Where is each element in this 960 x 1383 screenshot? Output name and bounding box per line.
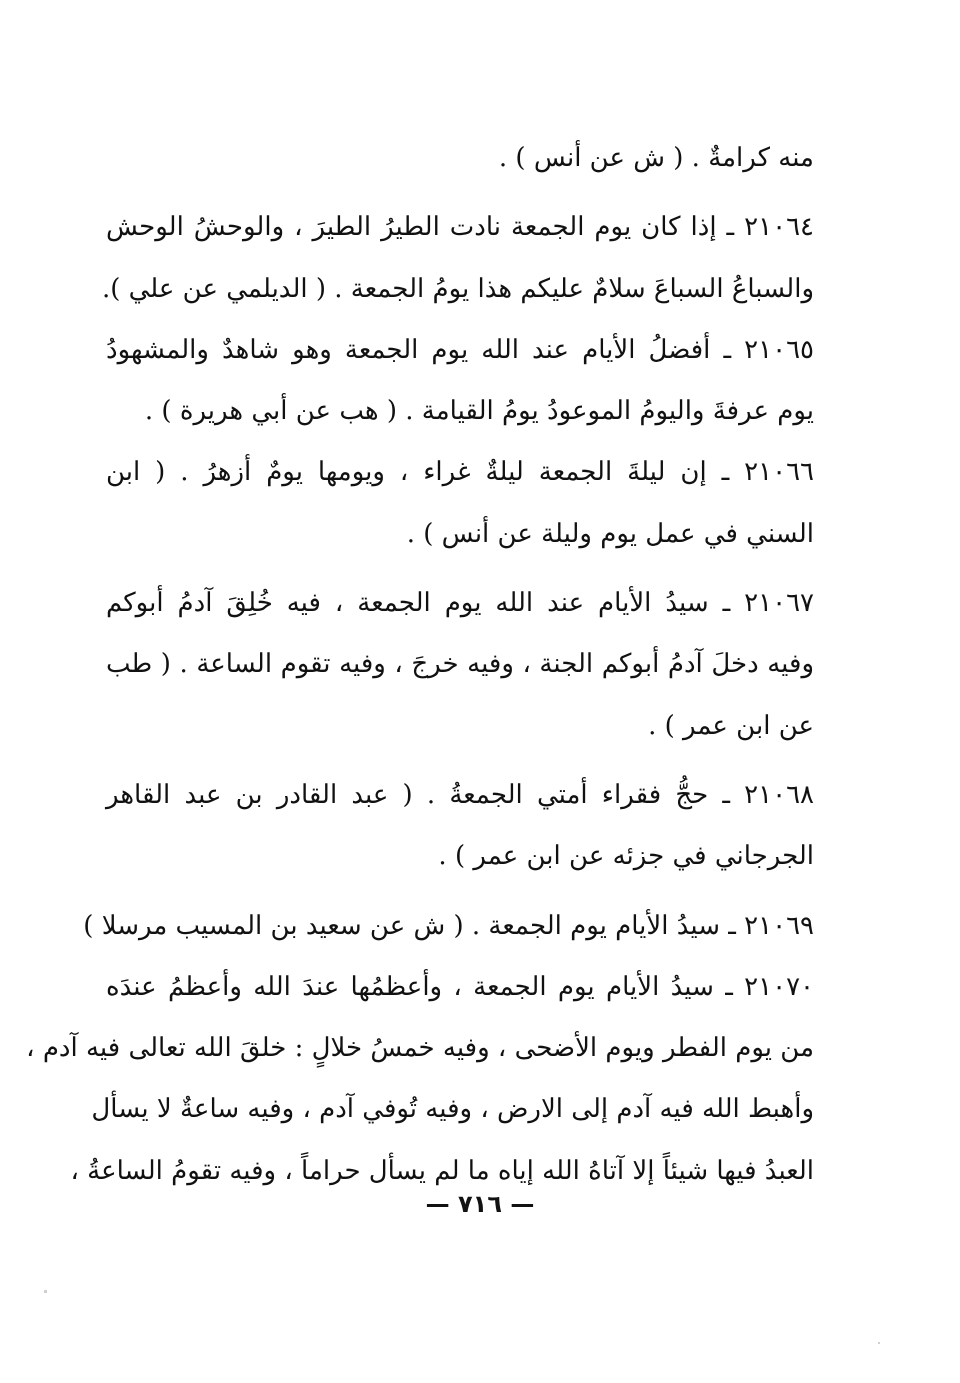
text-line: ٢١٠٦٧ ـ سيدُ الأيام عند الله يوم الجمعة ، فيه خُلِقَ آدمُ أبوكم (106, 588, 814, 619)
text-line: العبدُ فيها شيئاً إلا آتاهُ الله إياه ما لم يسأل حراماً ، وفيه تقومُ الساعةُ ، (70, 1155, 814, 1186)
text-line: ٢١٠٦٥ ـ أفضلُ الأيام عند الله يوم الجمعة وهو شاهدٌ والمشهودُ (106, 334, 814, 365)
hadith-text-block (26, 128, 814, 1202)
text-line: ٢١٠٦٤ ـ إذا كان يوم الجمعة نادت الطيرُ الطيرَ ، والوحشُ الوحش (106, 212, 814, 243)
text-line: وفيه دخلَ آدمُ أبوكم الجنة ، وفيه خرجَ ، وفيه تقوم الساعة . ( طب (106, 649, 814, 680)
text-line: عن ابن عمر ) . (648, 710, 814, 741)
hadith-21069 (83, 896, 814, 957)
text-line: وأهبط الله فيه آدم إلى الارض ، وفيه تُوفي آدم ، وفيه ساعةٌ لا يسأل (91, 1094, 814, 1125)
text-line: الجرجاني في جزئه عن ابن عمر ) . (438, 841, 814, 872)
text-line: منه كرامةٌ . ( ش عن أنس ) . (498, 143, 814, 173)
text-line: ٢١٠٦٨ ـ حجُّ فقراء أمتي الجمعةُ . ( عبد القادر بن عبد القاهر (106, 779, 814, 810)
scan-speck (44, 1290, 47, 1293)
text-line: يوم عرفةَ واليومُ الموعودُ يومُ القيامة . ( هب عن أبي هريرة ) . (144, 396, 814, 427)
text-line: ٢١٠٦٦ ـ إن ليلةَ الجمعة ليلةٌ غراء ، ويومها يومٌ أزهرُ . ( ابن (106, 457, 814, 488)
hadith-21066 (106, 442, 814, 565)
text-line: السني في عمل يوم وليلة عن أنس ) . (406, 518, 814, 549)
text-line: والسباعُ السباعَ سلامٌ عليكم هذا يومُ الجمعة . ( الديلمي عن علي ). (101, 273, 814, 304)
hadith-21067 (106, 573, 814, 757)
scan-speck (878, 1342, 880, 1344)
hadith-21068 (106, 765, 814, 888)
text-line: ٢١٠٧٠ ـ سيدُ الأيام يوم الجمعة ، وأعظمُها عندَ الله وأعظمُ عندَه (106, 971, 814, 1002)
text-line: ٢١٠٦٩ ـ سيدُ الأيام يوم الجمعة . ( ش عن سعيد بن المسيب مرسلا ) (83, 910, 814, 941)
text-line: من يوم الفطر ويوم الأضحى ، وفيه خمسُ خلالٍ : خلقَ الله تعالى فيه آدم ، (26, 1033, 814, 1064)
hadith-21064 (101, 197, 814, 320)
hadith-21065 (106, 320, 814, 443)
hadith-21070 (26, 957, 814, 1202)
page-number: — ٧١٦ — (425, 1190, 535, 1218)
hadith-continuation (106, 128, 814, 189)
